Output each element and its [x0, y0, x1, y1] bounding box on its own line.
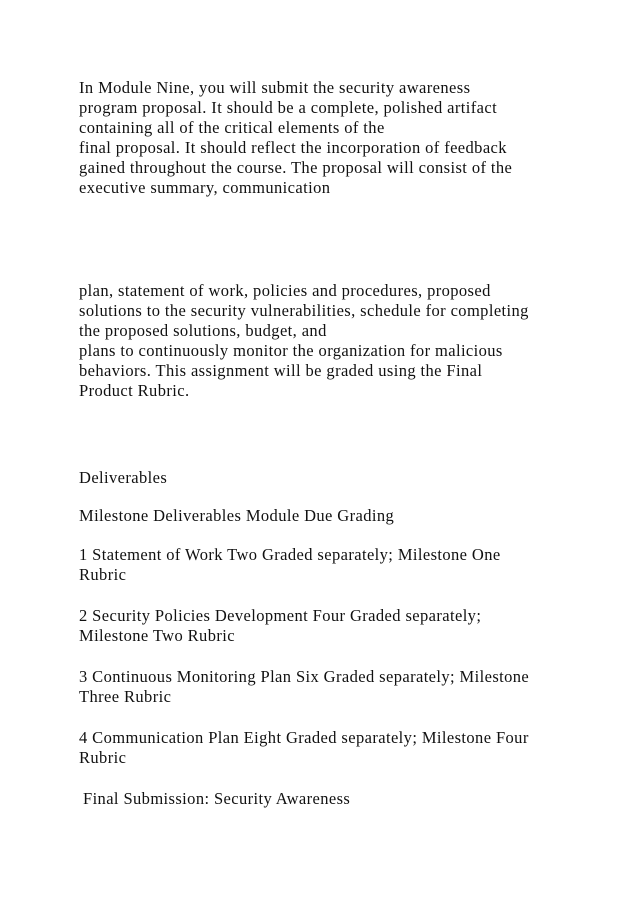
continued-line: plans to continuously monitor the organization for malicious	[79, 341, 503, 360]
intro-line: containing all of the critical elements of the	[79, 118, 385, 137]
milestone-row: Rubric	[79, 748, 127, 767]
milestone-table-header: Milestone Deliverables Module Due Grading	[79, 506, 395, 525]
continued-line: plan, statement of work, policies and procedures, proposed	[79, 281, 491, 300]
continued-line: the proposed solutions, budget, and	[79, 321, 327, 340]
milestone-row: 2 Security Policies Development Four Graded separately;	[79, 606, 482, 625]
milestone-row: Milestone Two Rubric	[79, 626, 235, 645]
milestone-row: 3 Continuous Monitoring Plan Six Graded separately; Milestone	[79, 667, 530, 686]
milestone-row: Three Rubric	[79, 687, 172, 706]
milestone-row: Rubric	[79, 565, 127, 584]
intro-line: program proposal. It should be a complete, polished artifact	[79, 98, 498, 117]
intro-line: executive summary, communication	[79, 178, 331, 197]
milestone-row: 1 Statement of Work Two Graded separately; Milestone One	[79, 545, 501, 564]
final-submission-line: Final Submission: Security Awareness	[83, 789, 351, 808]
milestone-row: 4 Communication Plan Eight Graded separately; Milestone Four	[79, 728, 529, 747]
intro-line: In Module Nine, you will submit the security awareness	[79, 78, 471, 97]
continued-line: solutions to the security vulnerabilities, schedule for completing	[79, 301, 529, 320]
intro-line: final proposal. It should reflect the incorporation of feedback	[79, 138, 507, 157]
continued-line: Product Rubric.	[79, 381, 190, 400]
intro-line: gained throughout the course. The proposal will consist of the	[79, 158, 513, 177]
continued-line: behaviors. This assignment will be graded using the Final	[79, 361, 483, 380]
deliverables-heading: Deliverables	[79, 468, 168, 487]
